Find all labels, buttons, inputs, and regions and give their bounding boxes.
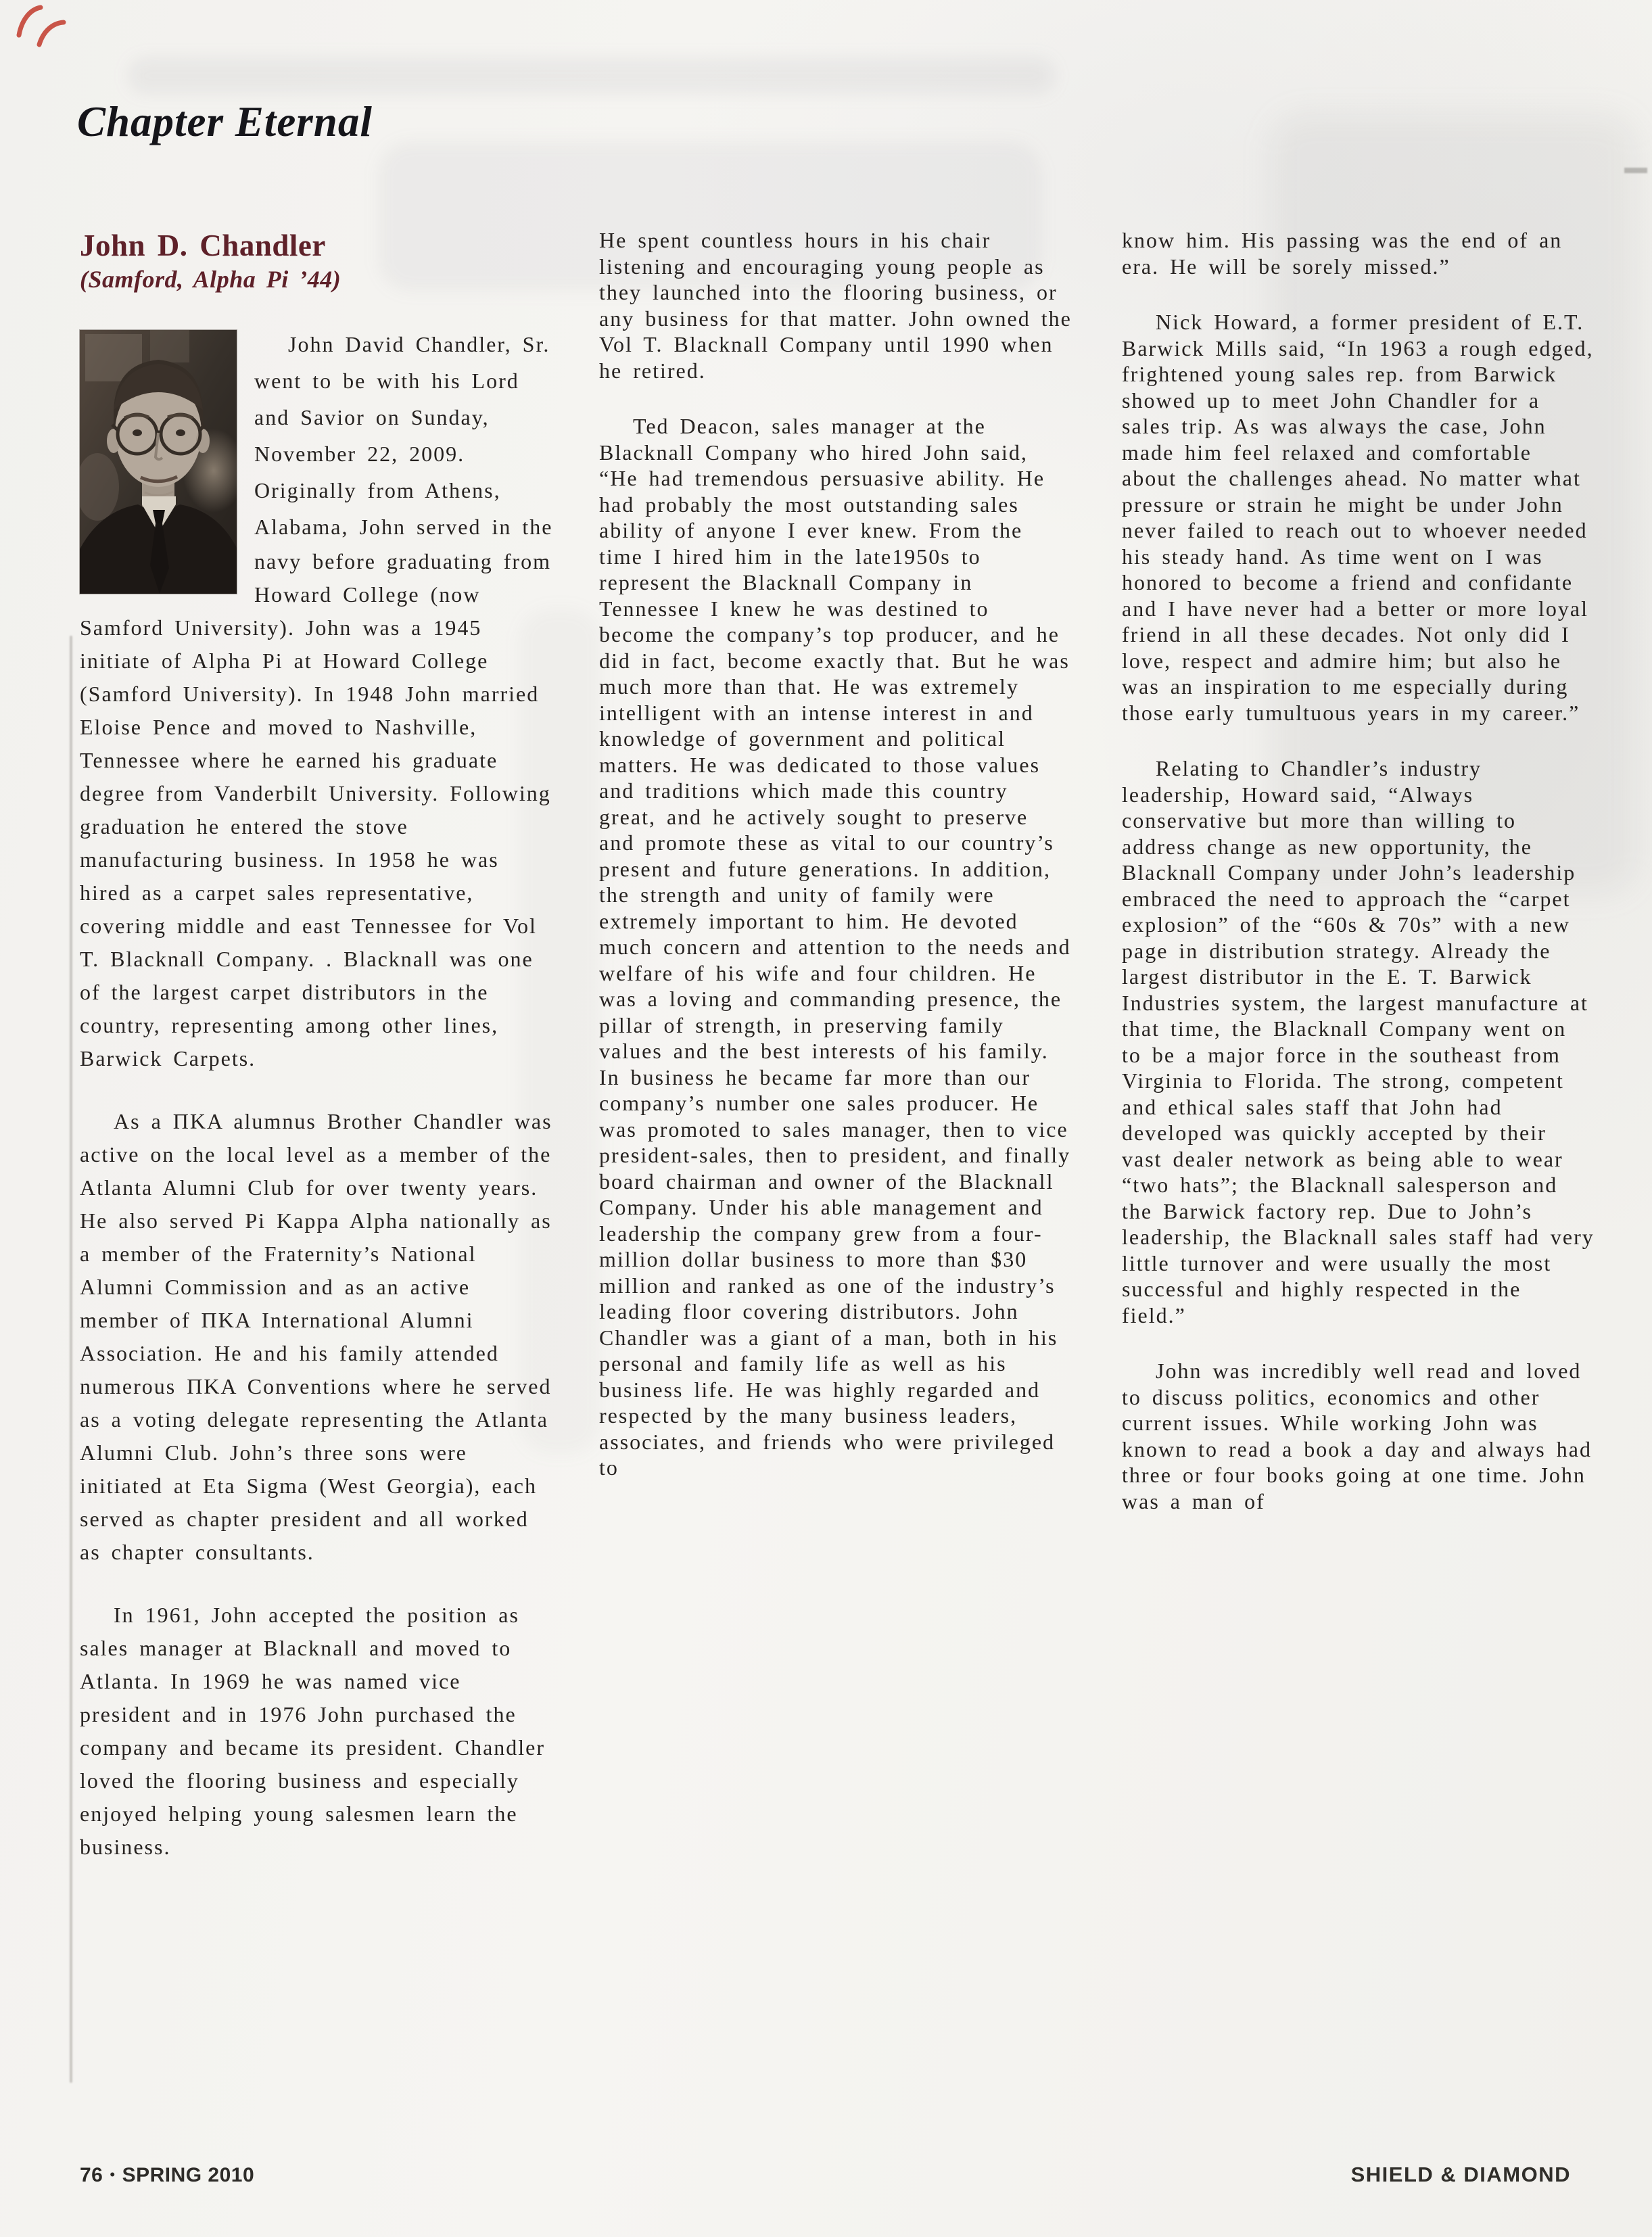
pen-mark-artifact xyxy=(11,1,78,55)
fold-line-artifact xyxy=(70,636,72,2083)
paragraph: He spent countless hours in his chair listening and encouraging young people as they launched into the flooring business, or any business for that matter. John owned the Vol T. Blacknall Company until 1990 when he retired. xyxy=(599,228,1072,383)
paragraph: Nick Howard, a former president of E.T. Barwick Mills said, “In 1963 a rough edged, frightened young sales rep. from Barwick showed up to meet John Chandler for a sales trip. As was always the case, John made him feel relaxed and comfortable about the challenges ahead. No matter what pressure or strain he might be under John never failed to reach out to whoever needed his steady hand. As time went on I was honored to become a friend and confidante and I have never had a better or more loyal friend in all these decades. Not only did I love, respect and admire him; but also he was an inspiration to me especially during those early tumultuous years in my career.” xyxy=(1122,310,1594,725)
paragraph: As a ΠΚΑ alumnus Brother Chandler was active on the local level as a member of the Atlanta Alumni Club for over twenty years. He also served Pi Kappa Alpha nationally as a member of the Fraternity’s National Alumni Commission and as an active member of ΠΚΑ International Alumni Association. He and his family attended numerous ΠΚΑ Conventions where he served as a voting delegate representing the Atlanta Alumni Club. John’s three sons were initiated at Eta Sigma (West Georgia), each served as chapter president and all worked as chapter consultants. xyxy=(80,1108,552,1564)
obituary-name: John D. Chandler xyxy=(80,229,326,262)
bleed-through-artifact xyxy=(128,58,1055,93)
paragraph: know him. His passing was the end of an era. He will be sorely missed.” xyxy=(1122,228,1563,279)
paragraph: Ted Deacon, sales manager at the Blacknall Company who hired John said, “He had tremendous persuasive ability. He had probably the most outstanding sales ability of anyone I ever knew. From the time I hired him in the late1950s to represent the Blacknall Company in Tennessee I knew he was destined to become the company’s top producer, and he did in fact, become exactly that. But he was much more than that. He was extremely intelligent with an intense interest in and knowledge of government and political matters. He was dedicated to those values and traditions which made this country great, and he actively sought to preserve and promote these as vital to our country’s present and future generations. In addition, the strength and unity of family were extremely important to him. He devoted much concern and attention to the needs and welfare of his wife and four children. He was a loving and commanding presence, the pillar of strength, in preserving family values and the best interests of his family. In business he became far more than our company’s number one sales producer. He was promoted to sales manager, then to vice president-sales, then to president, and finally board chairman and owner of the Blacknall Company. Under his able management and leadership the company grew from a four-million dollar business to more than $30 million and ranked as one of the industry’s leading floor covering distributors. John Chandler was a giant of a man, both in his personal and family life as well as his business life. He was highly regarded and respected by the many business leaders, associates, and friends who were privileged to xyxy=(599,414,1071,1480)
paragraph: In 1961, John accepted the position as sales manager at Blacknall and moved to Atlanta. In 1969 he was named vice president and in 1976 John purchased the company and became its president. Chandler loved the flooring business and especially enjoyed helping young salesmen learn the business. xyxy=(80,1602,546,1859)
magazine-title: SHIELD & DIAMOND xyxy=(1350,2163,1571,2186)
footer-issue-info xyxy=(80,2164,254,2187)
paragraph: Relating to Chandler’s industry leadership, Howard said, “Always conservative but more than willing to address change as new opportunity, the Blacknall Company under John’s leadership embraced the need to approach the “carpet explosion” of the “60s & 70s” with a new page in distribution strategy. Already the largest distributor in the E. T. Barwick Industries system, the largest manufacture at that time, the Blacknall Company went on to be a major force in the southeast from Virginia to Florida. The strong, competent and ethical sales staff that John had developed was quickly accepted by their vast dealer network as being able to wear “two hats”; the Blacknall salesperson and the Barwick factory rep. Due to John’s leadership, the Blacknall sales staff had very little turnover and were usually the most successful and highly respected in the field.” xyxy=(1122,756,1595,1327)
obituary-column-2 xyxy=(599,227,1072,1511)
issue-season: SPRING 2010 xyxy=(122,2164,255,2186)
portrait-photo xyxy=(80,330,237,594)
page-footer xyxy=(80,2163,1571,2187)
obituary-column-3 xyxy=(1122,227,1595,1544)
paragraph: John was incredibly well read and loved to discuss politics, economics and other current issues. While working John was known to read a book a day and always had three or four books going at one time. John was a man of xyxy=(1122,1359,1592,1513)
scan-mark-artifact xyxy=(1624,168,1647,173)
page-number: 76 xyxy=(80,2164,103,2186)
obituary-column-1 xyxy=(80,229,553,1893)
bullet-separator: • xyxy=(110,2166,116,2183)
portrait-photo-illustration xyxy=(80,330,237,594)
page-title: Chapter Eternal xyxy=(77,98,373,145)
paragraph xyxy=(80,326,553,545)
obituary-chapter-line: (Samford, Alpha Pi ’44) xyxy=(80,266,341,293)
paragraph-text: John David Chandler, Sr. went to be with his Lord and Savior on Sunday, November 22, 2009. Originally from Athens, Alabama, John served in the xyxy=(254,331,553,539)
paragraph: navy before graduating from Howard College (now Samford University). John was a 1945 initiate of Alpha Pi at Howard College (Samford University). In 1948 John married Eloise Pence and moved to Nashville, Tennessee where he earned his graduate degree from Vanderbilt University. Following graduation he entered the stove manufacturing business. In 1958 he was hired as a carpet sales representative, covering middle and east Tennessee for Vol T. Blacknall Company. . Blacknall was one of the largest carpet distributors in the country, representing among other lines, Barwick Carpets. xyxy=(80,548,551,1070)
